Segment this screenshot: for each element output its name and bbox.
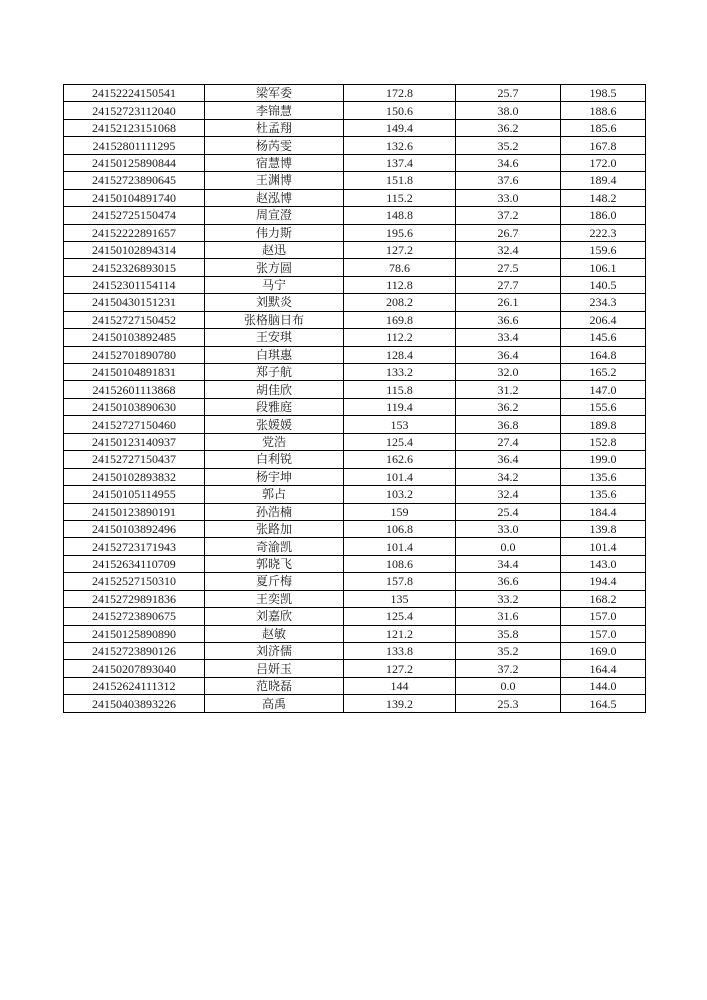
table-row: [64, 241, 646, 258]
cell-exam-id: 24152222891657: [64, 224, 205, 241]
cell-score-2: 31.2: [456, 381, 561, 398]
cell-name: 白利锐: [205, 451, 344, 468]
cell-total: 145.6: [561, 329, 646, 346]
cell-total: 152.8: [561, 433, 646, 450]
cell-score-1: 133.8: [344, 643, 456, 660]
table-row: [64, 85, 646, 102]
cell-total: 148.2: [561, 189, 646, 206]
cell-score-1: 162.6: [344, 451, 456, 468]
cell-exam-id: 24152701890780: [64, 346, 205, 363]
table-row: [64, 555, 646, 572]
cell-total: 169.0: [561, 643, 646, 660]
cell-exam-id: 24152634110709: [64, 555, 205, 572]
cell-score-2: 35.2: [456, 643, 561, 660]
cell-total: 194.4: [561, 573, 646, 590]
cell-exam-id: 24152729891836: [64, 590, 205, 607]
table-row: [64, 189, 646, 206]
cell-name: 宿慧博: [205, 154, 344, 171]
cell-score-1: 157.8: [344, 573, 456, 590]
table-row: [64, 573, 646, 590]
cell-total: 135.6: [561, 486, 646, 503]
cell-name: 张方圆: [205, 259, 344, 276]
cell-name: 伟力斯: [205, 224, 344, 241]
cell-exam-id: 24152723112040: [64, 102, 205, 119]
cell-score-1: 125.4: [344, 433, 456, 450]
cell-name: 胡佳欣: [205, 381, 344, 398]
cell-name: 郭占: [205, 486, 344, 503]
table-row: [64, 503, 646, 520]
cell-total: 164.4: [561, 660, 646, 677]
cell-score-2: 36.8: [456, 416, 561, 433]
cell-score-2: 36.6: [456, 573, 561, 590]
cell-score-2: 32.4: [456, 486, 561, 503]
cell-total: 189.8: [561, 416, 646, 433]
cell-name: 张路加: [205, 520, 344, 537]
cell-score-2: 0.0: [456, 677, 561, 694]
cell-score-2: 35.8: [456, 625, 561, 642]
cell-score-1: 115.2: [344, 189, 456, 206]
cell-exam-id: 24150102894314: [64, 241, 205, 258]
cell-score-1: 106.8: [344, 520, 456, 537]
table-row: [64, 294, 646, 311]
table-row: [64, 520, 646, 537]
cell-total: 168.2: [561, 590, 646, 607]
cell-total: 188.6: [561, 102, 646, 119]
cell-score-1: 139.2: [344, 695, 456, 712]
cell-score-2: 25.4: [456, 503, 561, 520]
cell-score-1: 127.2: [344, 241, 456, 258]
cell-exam-id: 24150105114955: [64, 486, 205, 503]
cell-name: 赵泓博: [205, 189, 344, 206]
cell-exam-id: 24152723890675: [64, 608, 205, 625]
cell-exam-id: 24150102893832: [64, 468, 205, 485]
cell-score-1: 119.4: [344, 398, 456, 415]
cell-name: 白琪惠: [205, 346, 344, 363]
table-row: [64, 625, 646, 642]
cell-total: 140.5: [561, 276, 646, 293]
cell-total: 155.6: [561, 398, 646, 415]
cell-name: 吕妍玉: [205, 660, 344, 677]
cell-total: 157.0: [561, 625, 646, 642]
cell-name: 郑子航: [205, 364, 344, 381]
score-table-body: [64, 85, 646, 713]
cell-score-2: 26.1: [456, 294, 561, 311]
cell-name: 党浩: [205, 433, 344, 450]
cell-exam-id: 24152624111312: [64, 677, 205, 694]
cell-total: 144.0: [561, 677, 646, 694]
table-row: [64, 119, 646, 136]
cell-exam-id: 24150123890191: [64, 503, 205, 520]
table-row: [64, 695, 646, 712]
cell-name: 周宣澄: [205, 207, 344, 224]
cell-score-2: 36.4: [456, 346, 561, 363]
cell-name: 夏斤梅: [205, 573, 344, 590]
cell-score-2: 33.0: [456, 189, 561, 206]
cell-score-2: 26.7: [456, 224, 561, 241]
cell-name: 范晓磊: [205, 677, 344, 694]
table-row: [64, 468, 646, 485]
cell-exam-id: 24150123140937: [64, 433, 205, 450]
table-row: [64, 172, 646, 189]
cell-score-1: 135: [344, 590, 456, 607]
cell-score-1: 121.2: [344, 625, 456, 642]
table-row: [64, 608, 646, 625]
cell-score-2: 36.2: [456, 119, 561, 136]
cell-name: 杜孟翔: [205, 119, 344, 136]
cell-exam-id: 24152224150541: [64, 85, 205, 102]
cell-total: 157.0: [561, 608, 646, 625]
cell-score-2: 0.0: [456, 538, 561, 555]
cell-exam-id: 24152301154114: [64, 276, 205, 293]
cell-total: 101.4: [561, 538, 646, 555]
cell-score-2: 33.4: [456, 329, 561, 346]
cell-score-1: 149.4: [344, 119, 456, 136]
cell-name: 刘济儒: [205, 643, 344, 660]
cell-score-2: 25.7: [456, 85, 561, 102]
cell-exam-id: 24150103890630: [64, 398, 205, 415]
table-row: [64, 259, 646, 276]
cell-score-2: 36.6: [456, 311, 561, 328]
cell-exam-id: 24150104891831: [64, 364, 205, 381]
cell-name: 王奕凯: [205, 590, 344, 607]
cell-exam-id: 24150125890844: [64, 154, 205, 171]
cell-total: 234.3: [561, 294, 646, 311]
cell-name: 刘嘉欣: [205, 608, 344, 625]
cell-name: 李锦慧: [205, 102, 344, 119]
cell-score-2: 35.2: [456, 137, 561, 154]
cell-exam-id: 24150104891740: [64, 189, 205, 206]
cell-total: 172.0: [561, 154, 646, 171]
table-row: [64, 677, 646, 694]
cell-score-2: 33.0: [456, 520, 561, 537]
table-row: [64, 643, 646, 660]
cell-name: 杨宇坤: [205, 468, 344, 485]
cell-score-2: 34.6: [456, 154, 561, 171]
cell-total: 198.5: [561, 85, 646, 102]
table-row: [64, 207, 646, 224]
cell-exam-id: 24150125890890: [64, 625, 205, 642]
table-row: [64, 276, 646, 293]
score-table: [63, 84, 646, 713]
cell-exam-id: 24150103892485: [64, 329, 205, 346]
cell-score-2: 25.3: [456, 695, 561, 712]
cell-score-2: 37.2: [456, 660, 561, 677]
cell-score-1: 108.6: [344, 555, 456, 572]
cell-name: 杨芮雯: [205, 137, 344, 154]
table-row: [64, 311, 646, 328]
cell-total: 199.0: [561, 451, 646, 468]
cell-total: 165.2: [561, 364, 646, 381]
cell-score-2: 33.2: [456, 590, 561, 607]
cell-exam-id: 24152601113868: [64, 381, 205, 398]
cell-name: 高禹: [205, 695, 344, 712]
cell-total: 186.0: [561, 207, 646, 224]
cell-exam-id: 24152725150474: [64, 207, 205, 224]
cell-score-1: 112.8: [344, 276, 456, 293]
cell-score-1: 148.8: [344, 207, 456, 224]
cell-name: 孙浩楠: [205, 503, 344, 520]
table-row: [64, 451, 646, 468]
cell-score-1: 137.4: [344, 154, 456, 171]
table-row: [64, 154, 646, 171]
cell-score-1: 101.4: [344, 538, 456, 555]
cell-exam-id: 24152123151068: [64, 119, 205, 136]
cell-total: 189.4: [561, 172, 646, 189]
cell-total: 206.4: [561, 311, 646, 328]
cell-exam-id: 24152727150437: [64, 451, 205, 468]
cell-total: 164.5: [561, 695, 646, 712]
table-row: [64, 486, 646, 503]
cell-total: 106.1: [561, 259, 646, 276]
table-row: [64, 433, 646, 450]
cell-exam-id: 24152527150310: [64, 573, 205, 590]
cell-exam-id: 24150403893226: [64, 695, 205, 712]
cell-score-1: 103.2: [344, 486, 456, 503]
cell-score-2: 37.2: [456, 207, 561, 224]
cell-name: 马宁: [205, 276, 344, 293]
cell-name: 奇渝凯: [205, 538, 344, 555]
cell-total: 147.0: [561, 381, 646, 398]
cell-score-2: 38.0: [456, 102, 561, 119]
cell-name: 张格脑日布: [205, 311, 344, 328]
table-row: [64, 224, 646, 241]
cell-name: 郭晓飞: [205, 555, 344, 572]
cell-score-2: 37.6: [456, 172, 561, 189]
cell-exam-id: 24150103892496: [64, 520, 205, 537]
cell-score-2: 27.4: [456, 433, 561, 450]
cell-name: 赵敏: [205, 625, 344, 642]
table-row: [64, 590, 646, 607]
cell-name: 张媛媛: [205, 416, 344, 433]
cell-score-2: 27.7: [456, 276, 561, 293]
cell-exam-id: 24150207893040: [64, 660, 205, 677]
cell-score-1: 101.4: [344, 468, 456, 485]
cell-total: 184.4: [561, 503, 646, 520]
cell-total: 139.8: [561, 520, 646, 537]
cell-score-2: 32.0: [456, 364, 561, 381]
cell-exam-id: 24152801111295: [64, 137, 205, 154]
cell-total: 159.6: [561, 241, 646, 258]
cell-score-1: 112.2: [344, 329, 456, 346]
cell-score-1: 115.8: [344, 381, 456, 398]
cell-score-1: 153: [344, 416, 456, 433]
table-row: [64, 137, 646, 154]
cell-exam-id: 24152723890645: [64, 172, 205, 189]
table-row: [64, 346, 646, 363]
cell-name: 赵迅: [205, 241, 344, 258]
cell-score-1: 208.2: [344, 294, 456, 311]
cell-total: 143.0: [561, 555, 646, 572]
cell-name: 王安琪: [205, 329, 344, 346]
cell-score-1: 169.8: [344, 311, 456, 328]
cell-score-2: 27.5: [456, 259, 561, 276]
cell-score-2: 36.4: [456, 451, 561, 468]
cell-score-1: 144: [344, 677, 456, 694]
table-row: [64, 398, 646, 415]
cell-exam-id: 24150430151231: [64, 294, 205, 311]
cell-name: 梁军委: [205, 85, 344, 102]
cell-total: 185.6: [561, 119, 646, 136]
cell-score-2: 34.2: [456, 468, 561, 485]
cell-score-1: 133.2: [344, 364, 456, 381]
cell-score-1: 128.4: [344, 346, 456, 363]
cell-score-2: 34.4: [456, 555, 561, 572]
cell-score-1: 132.6: [344, 137, 456, 154]
cell-score-1: 150.6: [344, 102, 456, 119]
cell-score-1: 159: [344, 503, 456, 520]
table-row: [64, 381, 646, 398]
cell-score-1: 172.8: [344, 85, 456, 102]
cell-total: 164.8: [561, 346, 646, 363]
table-row: [64, 660, 646, 677]
cell-score-2: 31.6: [456, 608, 561, 625]
cell-score-1: 127.2: [344, 660, 456, 677]
cell-total: 135.6: [561, 468, 646, 485]
cell-name: 刘默炎: [205, 294, 344, 311]
cell-exam-id: 24152727150452: [64, 311, 205, 328]
cell-score-1: 195.6: [344, 224, 456, 241]
cell-exam-id: 24152723890126: [64, 643, 205, 660]
cell-exam-id: 24152326893015: [64, 259, 205, 276]
cell-score-1: 151.8: [344, 172, 456, 189]
cell-exam-id: 24152723171943: [64, 538, 205, 555]
cell-total: 222.3: [561, 224, 646, 241]
cell-score-2: 36.2: [456, 398, 561, 415]
cell-score-1: 78.6: [344, 259, 456, 276]
table-row: [64, 102, 646, 119]
cell-score-1: 125.4: [344, 608, 456, 625]
table-row: [64, 416, 646, 433]
cell-total: 167.8: [561, 137, 646, 154]
table-row: [64, 329, 646, 346]
cell-name: 王渊博: [205, 172, 344, 189]
table-row: [64, 538, 646, 555]
cell-score-2: 32.4: [456, 241, 561, 258]
cell-exam-id: 24152727150460: [64, 416, 205, 433]
cell-name: 段雅庭: [205, 398, 344, 415]
table-row: [64, 364, 646, 381]
